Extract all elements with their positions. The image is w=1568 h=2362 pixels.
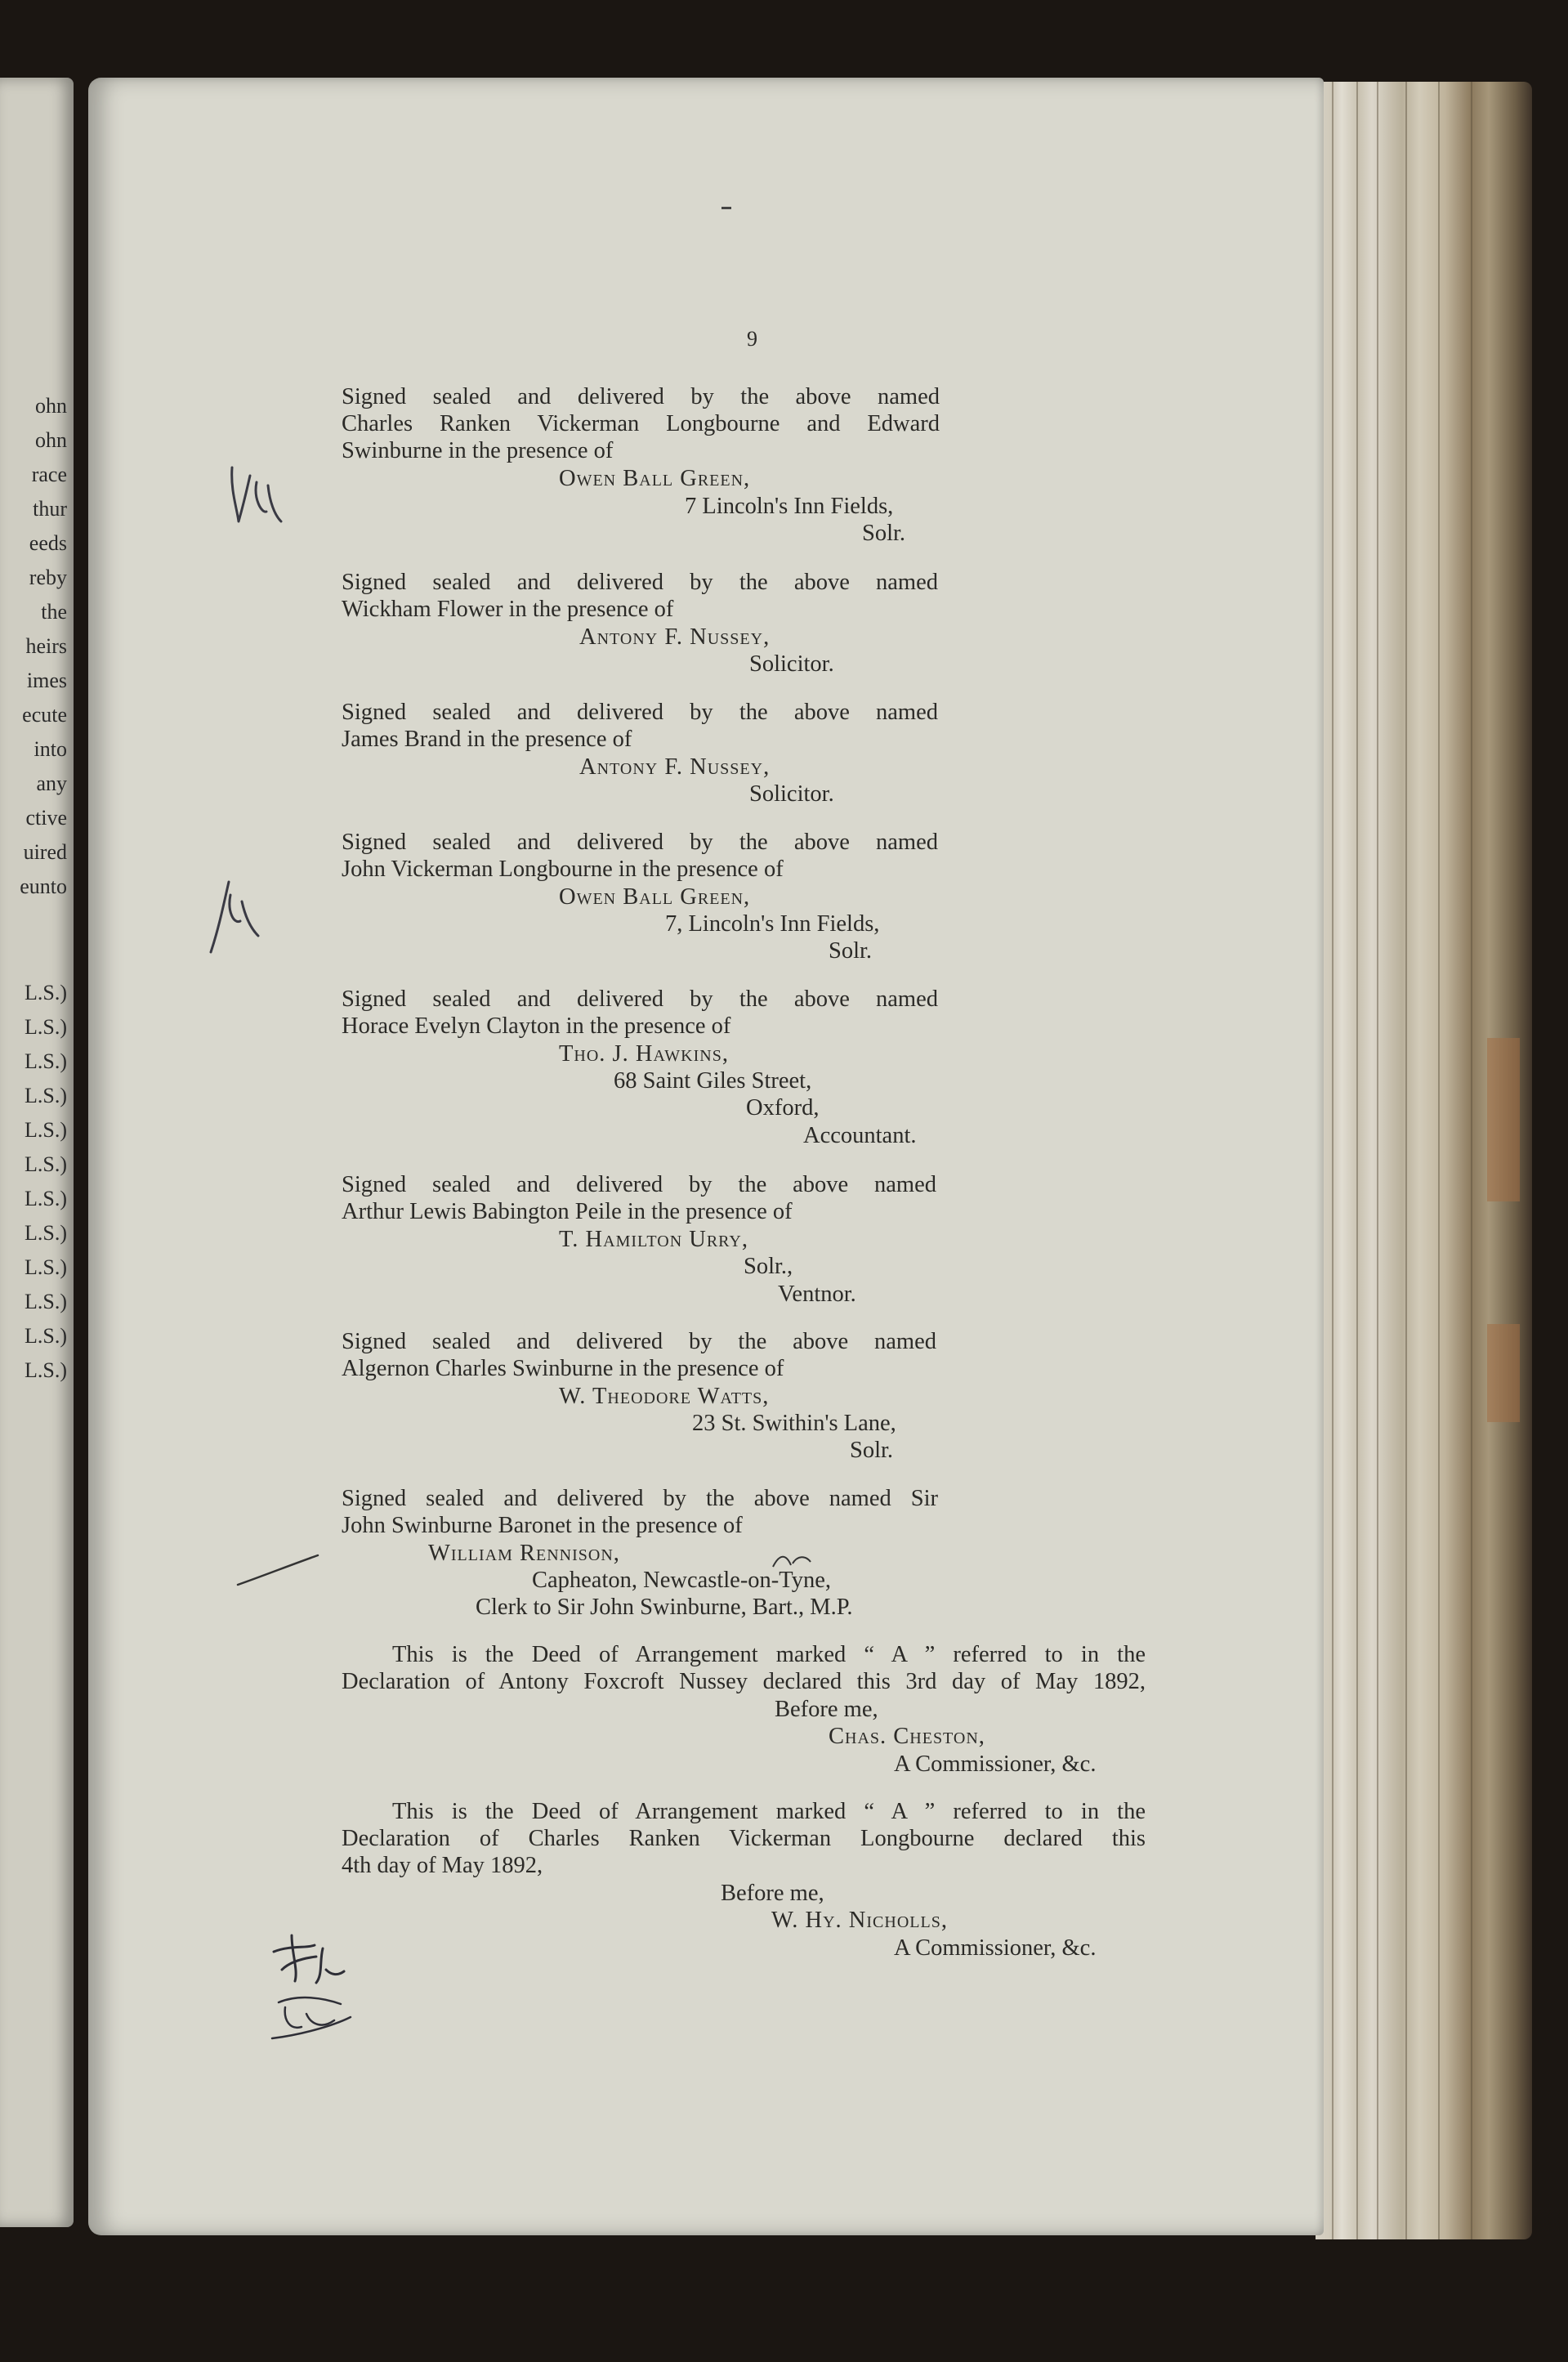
seal-mark: L.S.)	[25, 1187, 67, 1210]
declaration-line: Declaration of Antony Foxcroft Nussey declared this 3rd day of May 1892,	[342, 1669, 1146, 1694]
left-page-fragment: heirs	[25, 634, 67, 658]
attestation-line: Horace Evelyn Clayton in the presence of	[342, 1013, 731, 1039]
left-page-fragment: any	[36, 772, 67, 795]
witness-name: T. Hamilton Urry,	[559, 1227, 748, 1252]
left-page-fragment: thur	[33, 497, 67, 521]
declaration-line: This is the Deed of Arrangement marked “ A ” referred to in the	[392, 1642, 1146, 1667]
witness-name: Antony F. Nussey,	[579, 754, 771, 780]
witness-address: Capheaton, Newcastle-on-Tyne,	[532, 1568, 831, 1593]
handwritten-mark	[194, 870, 276, 960]
seal-mark: L.S.)	[25, 1152, 67, 1176]
attestation-line: Signed sealed and delivered by the above named	[342, 570, 938, 595]
attestation-line: John Swinburne Baronet in the presence of	[342, 1513, 743, 1538]
witness-name: William Rennison,	[428, 1541, 620, 1566]
attestation-line: Signed sealed and delivered by the above named	[342, 384, 940, 409]
seal-mark: L.S.)	[25, 981, 67, 1004]
book-page-edges	[1316, 82, 1532, 2239]
witness-occupation: Solicitor.	[749, 651, 834, 677]
witness-address: 7, Lincoln's Inn Fields,	[665, 911, 880, 937]
left-page-fragment: ohn	[35, 428, 67, 452]
witness-address: Oxford,	[746, 1095, 820, 1121]
witness-address: 7 Lincoln's Inn Fields,	[685, 494, 894, 519]
left-page-fragment: into	[34, 737, 67, 761]
seal-mark: L.S.)	[25, 1290, 67, 1313]
witness-occupation: Accountant.	[803, 1123, 917, 1148]
witness-occupation: Solr.,	[744, 1254, 793, 1279]
attestation-line: Signed sealed and delivered by the above named	[342, 986, 938, 1012]
witness-address: 68 Saint Giles Street,	[614, 1068, 812, 1094]
witness-address: Ventnor.	[778, 1282, 856, 1307]
witness-occupation: Clerk to Sir John Swinburne, Bart., M.P.	[476, 1595, 853, 1620]
seal-mark: L.S.)	[25, 1221, 67, 1245]
before-me: Before me,	[775, 1697, 878, 1722]
attestation-line: Swinburne in the presence of	[342, 438, 614, 463]
attestation-line: John Vickerman Longbourne in the presence of	[342, 857, 784, 882]
declaration-line: 4th day of May 1892,	[342, 1853, 543, 1878]
commissioner-name: Chas. Cheston,	[829, 1724, 985, 1749]
witness-occupation: Solicitor.	[749, 781, 834, 807]
commissioner-name: W. Hy. Nicholls,	[771, 1908, 948, 1933]
attestation-line: Signed sealed and delivered by the above named	[342, 700, 938, 725]
witness-occupation: Solr.	[850, 1438, 894, 1463]
left-page-fragment: ohn	[35, 394, 67, 418]
seal-mark: L.S.)	[25, 1255, 67, 1279]
attestation-line: Signed sealed and delivered by the above named	[342, 1172, 936, 1197]
ink-dash	[721, 207, 731, 209]
witness-occupation: Solr.	[829, 938, 873, 964]
page-number: 9	[747, 327, 757, 351]
handwritten-initials	[266, 1929, 355, 2051]
before-me: Before me,	[721, 1881, 824, 1906]
declaration-line: This is the Deed of Arrangement marked “ A ” referred to in the	[392, 1799, 1146, 1824]
commissioner-title: A Commissioner, &c.	[894, 1935, 1097, 1961]
seal-mark: L.S.)	[25, 1324, 67, 1348]
seal-mark: L.S.)	[25, 1049, 67, 1073]
commissioner-title: A Commissioner, &c.	[894, 1751, 1097, 1777]
witness-name: W. Theodore Watts,	[559, 1384, 770, 1409]
witness-occupation: Solr.	[862, 521, 906, 546]
witness-name: Owen Ball Green,	[559, 884, 751, 910]
left-page-fragment: the	[41, 600, 67, 624]
left-page-fragment: reby	[29, 566, 67, 589]
left-page-fragment: race	[31, 463, 67, 486]
left-page-fragment: ecute	[22, 703, 67, 727]
declaration-line: Declaration of Charles Ranken Vickerman Longbourne declared this	[342, 1826, 1146, 1851]
left-page-fragment: eeds	[29, 531, 67, 555]
attestation-line: Signed sealed and delivered by the above named	[342, 830, 938, 855]
seal-mark: L.S.)	[25, 1084, 67, 1107]
witness-address: 23 St. Swithin's Lane,	[692, 1411, 896, 1436]
handwritten-mark	[221, 458, 310, 531]
left-page-fragment: ctive	[25, 806, 67, 830]
seal-mark: L.S.)	[25, 1015, 67, 1039]
attestation-line: Algernon Charles Swinburne in the presence of	[342, 1356, 784, 1381]
handwritten-tick	[233, 1549, 323, 1598]
left-facing-page	[0, 78, 74, 2227]
attestation-line: Signed sealed and delivered by the above named Sir	[342, 1486, 938, 1511]
attestation-line: Arthur Lewis Babington Peile in the presence of	[342, 1199, 793, 1224]
seal-mark: L.S.)	[25, 1118, 67, 1142]
witness-name: Owen Ball Green,	[559, 466, 751, 491]
witness-name: Tho. J. Hawkins,	[559, 1041, 729, 1067]
seal-mark: L.S.)	[25, 1358, 67, 1382]
attestation-line: Charles Ranken Vickerman Longbourne and Edward	[342, 411, 940, 436]
left-page-fragment: imes	[26, 669, 67, 692]
left-page-fragment: uired	[23, 840, 67, 864]
attestation-line: Signed sealed and delivered by the above named	[342, 1329, 936, 1354]
left-page-fragment: eunto	[20, 875, 67, 898]
witness-name: Antony F. Nussey,	[579, 624, 771, 650]
handwritten-insertion	[768, 1549, 817, 1573]
attestation-line: James Brand in the presence of	[342, 727, 632, 752]
attestation-line: Wickham Flower in the presence of	[342, 597, 674, 622]
